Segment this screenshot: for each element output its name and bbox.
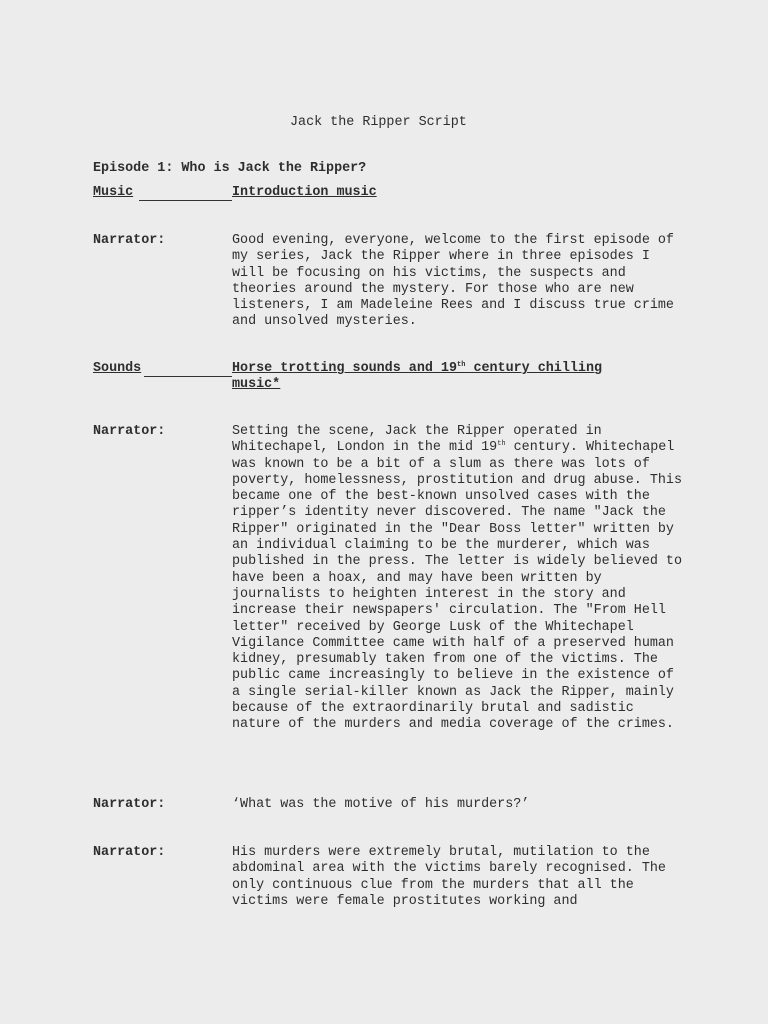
cue-text-music: Introduction music [232,185,377,200]
narration-block-1 [93,233,693,331]
speaker-label: Narrator: [93,233,166,248]
sounds-cue [93,361,693,395]
episode-heading: Episode 1: Who is Jack the Ripper? [93,161,367,176]
narration-text: His murders were extremely brutal, mutilation to the abdominal area with the victims barely recognised. The only continuous clue from the murders that all the victims were female prostitutes working and [232,845,666,909]
document-title: Jack the Ripper Script [290,115,467,130]
cue-underline [139,200,232,201]
speaker-label: Narrator: [93,424,166,439]
narration-text: Good evening, everyone, welcome to the first episode of my series, Jack the Ripper where in three episodes I will be focusing on his victims, the suspects and theories around the mystery. For those who are new listeners, I am Madeleine Rees and I discuss true crime and unsolved mysteries. [232,233,674,330]
music-cue [93,185,693,203]
speaker-label: Narrator: [93,797,166,812]
superscript: th [497,440,506,449]
cue-label-music: Music [93,185,134,200]
narration-text: Setting the scene, Jack the Ripper operated in Whitechapel, London in the mid 19th century. Whitechapel was known to be a bit of a slum as there was lots of poverty, homelessness, prostitution and drug abuse. This became one of the best-known unsolved cases with the ripper’s identity never discovered. The name "Jack the Ripper" originated in the "Dear Boss letter" written by an individual claiming to be the murderer, which was published in the press. The letter is widely believed to have been a hoax, and may have been written by journalists to heighten interest in the story and increase their newspapers' circulation. The "From Hell letter" received by George Lusk of the Whitechapel Vigilance Committee came with half of a preserved human kidney, presumably taken from one of the victims. The public came increasingly to believe in the existence of a single serial-killer known as Jack the Ripper, mainly because of the extraordinarily brutal and sadistic nature of the murders and media coverage of the crimes. [232,424,682,733]
superscript: th [457,361,466,369]
narration-block-4 [93,845,693,911]
cue-text-sounds: Horse trotting sounds and 19th century chilling music* [232,361,603,393]
narration-text: ‘What was the motive of his murders?’ [232,797,530,812]
cue-label-sounds: Sounds [93,361,142,376]
speaker-label: Narrator: [93,845,166,860]
narration-block-2 [93,424,693,766]
narration-block-3 [93,797,693,815]
cue-underline [144,376,232,377]
